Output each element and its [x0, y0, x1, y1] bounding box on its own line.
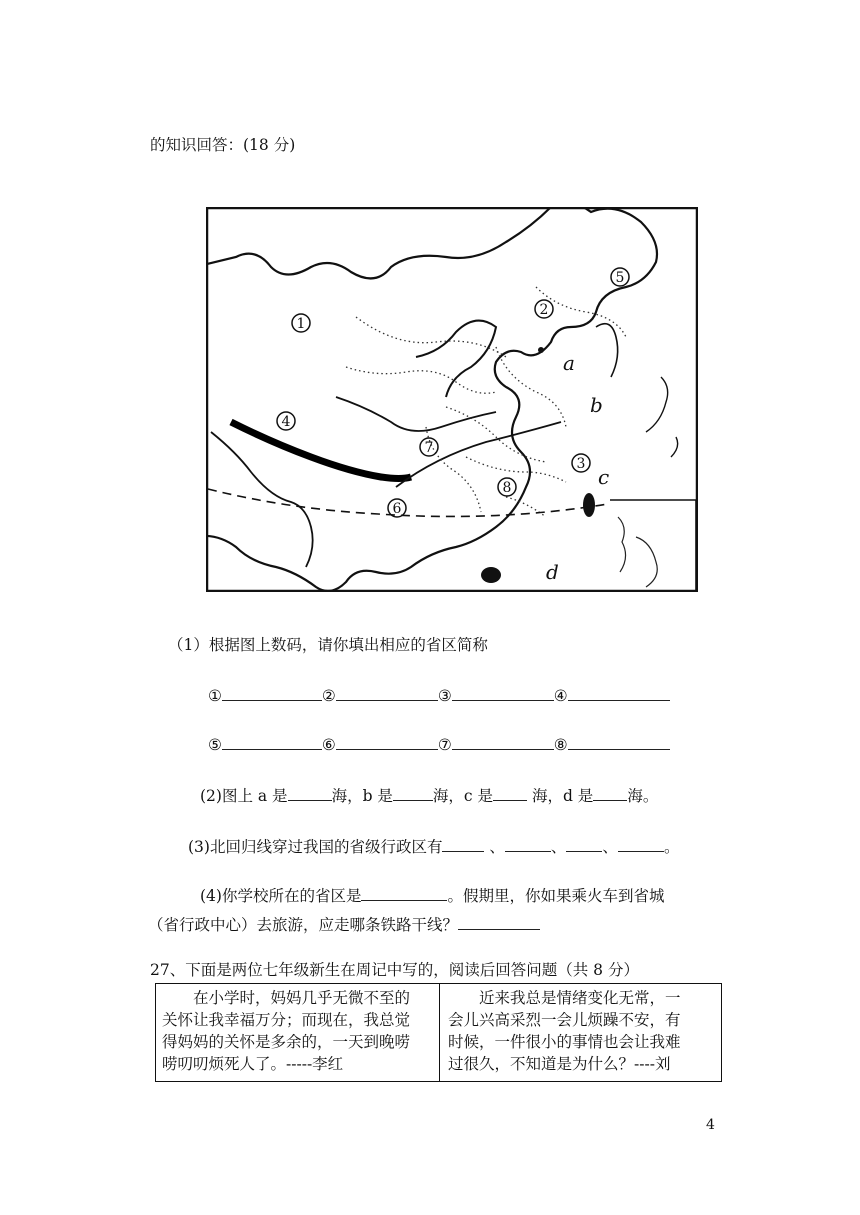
- svg-text:7: 7: [424, 440, 434, 456]
- q27-right-cell: 近来我总是情绪变化无常，一 会儿兴高采烈一会儿烦躁不安，有 时候，一件很小的事情也会让我难 过很久，不知道是为什么？----刘: [448, 989, 681, 1073]
- q3-sep-3: 、: [602, 838, 618, 856]
- label-1: ①: [208, 687, 222, 705]
- answer-blank-4[interactable]: [568, 684, 670, 701]
- q1-row2: [208, 733, 670, 756]
- svg-text:1: 1: [296, 316, 306, 332]
- q2-text-a: (2)图上 a 是: [200, 787, 288, 805]
- sea-label-a: a: [563, 351, 575, 375]
- q1-row1: [208, 684, 670, 707]
- svg-text:4: 4: [281, 414, 291, 430]
- q4-prompt: (4)你学校所在的省区是: [200, 887, 362, 905]
- answer-blank-6[interactable]: [336, 733, 438, 750]
- tropic-blank-1[interactable]: [442, 835, 484, 852]
- q3-prompt: (3)北回归线穿过我国的省级行政区有: [188, 838, 443, 856]
- page-number: 4: [706, 1117, 715, 1133]
- label-4: ④: [553, 687, 568, 705]
- answer-blank-2[interactable]: [336, 684, 438, 701]
- q27-title: 27、下面是两位七年级新生在周记中写的，阅读后回答问题（共 8 分）: [150, 961, 639, 979]
- q3-end: 。: [663, 838, 680, 856]
- q3-sep-2: 、: [550, 838, 567, 856]
- q4-line2: [148, 913, 540, 936]
- svg-text:5: 5: [615, 270, 625, 286]
- sea-label-b: b: [590, 393, 603, 417]
- q2-line: [200, 784, 658, 807]
- tropic-blank-4[interactable]: [618, 835, 664, 852]
- q2-text-c: 海，c 是: [432, 787, 494, 805]
- svg-text:8: 8: [502, 480, 512, 496]
- q2-text-end: 海。: [627, 787, 659, 805]
- answer-blank-7[interactable]: [452, 733, 554, 750]
- answer-blank-1[interactable]: [222, 684, 322, 701]
- label-3: ③: [437, 687, 452, 705]
- intro-text: 的知识回答：(18 分): [150, 136, 296, 154]
- label-2: ②: [321, 687, 336, 705]
- q2-text-b: 海，b 是: [331, 787, 393, 805]
- q4-line1: [200, 884, 664, 907]
- label-8: ⑧: [553, 736, 568, 754]
- sea-label-d: d: [546, 560, 559, 584]
- svg-text:6: 6: [392, 501, 402, 517]
- label-6: ⑥: [321, 736, 336, 754]
- railway-blank[interactable]: [458, 913, 540, 930]
- tropic-blank-2[interactable]: [505, 835, 551, 852]
- sea-label-c: c: [598, 465, 610, 489]
- tropic-blank-3[interactable]: [566, 835, 602, 852]
- sea-c-blank[interactable]: [493, 784, 527, 801]
- q3-line: [188, 835, 679, 858]
- province-blank[interactable]: [361, 884, 447, 901]
- answer-blank-5[interactable]: [222, 733, 322, 750]
- sea-b-blank[interactable]: [393, 784, 433, 801]
- answer-blank-3[interactable]: [452, 684, 554, 701]
- sea-d-blank[interactable]: [593, 784, 627, 801]
- svg-text:3: 3: [576, 456, 586, 472]
- q1-prompt: （1）根据图上数码，请你填出相应的省区简称: [168, 636, 488, 654]
- q3-sep-1: 、: [484, 838, 505, 856]
- q2-text-d: 海，d 是: [527, 787, 594, 805]
- label-7: ⑦: [437, 736, 452, 754]
- china-map-figure: [206, 207, 698, 592]
- label-5: ⑤: [208, 736, 222, 754]
- q4-mid: 。假期里，你如果乘火车到省城: [447, 887, 665, 905]
- answer-blank-8[interactable]: [568, 733, 670, 750]
- svg-text:2: 2: [539, 302, 549, 318]
- q27-table: [155, 983, 722, 1082]
- q27-left-cell: 在小学时，妈妈几乎无微不至的 关怀让我幸福万分；而现在，我总觉 得妈妈的关怀是多余的，一天到晚唠 唠叨叨烦死人了。-----李红: [156, 984, 440, 1081]
- q4-line2-text: （省行政中心）去旅游，应走哪条铁路干线？: [148, 916, 459, 934]
- sea-a-blank[interactable]: [288, 784, 332, 801]
